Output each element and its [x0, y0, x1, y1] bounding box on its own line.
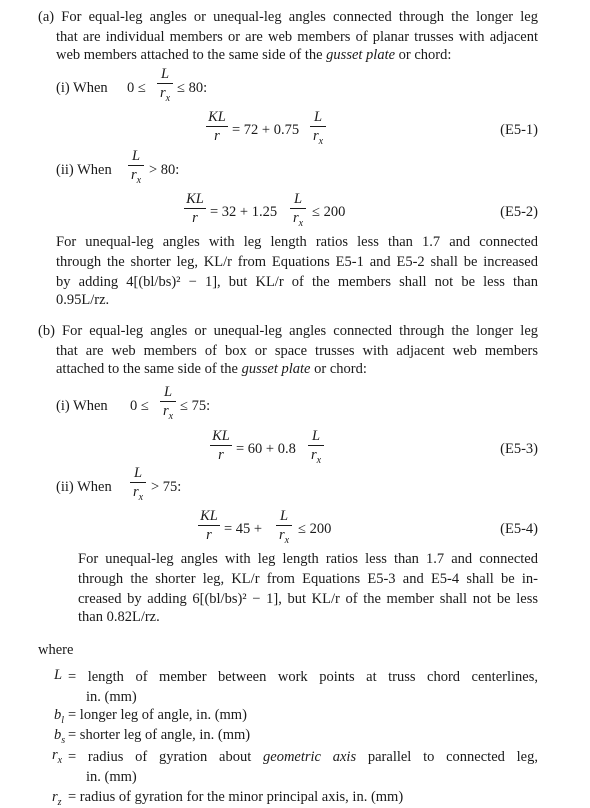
case-a-ii-condition: (ii) When: [56, 162, 112, 178]
section-a-line1: (a) For equal-leg angles or unequal-leg angles connected through the longer leg: [38, 9, 538, 25]
section-b-line2: that are web members of box or space trusses with adjacent web members: [56, 343, 538, 359]
equation-number-e5-3: (E5-3): [500, 441, 538, 457]
case-b-i-upper: ≤ 75:: [180, 398, 211, 414]
equation-number-e5-1: (E5-1): [500, 122, 538, 138]
section-a-line3: web members attached to the same side of the gusset plate or chord:: [56, 47, 452, 63]
fraction-L-over-rx: L $r_x$: [310, 109, 326, 150]
case-a-i-condition: (i) When: [56, 80, 108, 96]
section-b-line3: attached to the same side of the gusset plate or chord:: [56, 361, 367, 377]
fraction-KL-over-r: KL r: [184, 191, 206, 226]
fraction-L-over-rx: L $r_x$: [128, 148, 144, 189]
section-b-line1: (b) For equal-leg angles or unequal-leg angles connected through the longer leg: [38, 323, 538, 339]
eq-e5-4-limit: ≤ 200: [298, 521, 332, 537]
def-symbol-bl: $b_l$: [54, 707, 65, 726]
equation-number-e5-2: (E5-2): [500, 204, 538, 220]
fraction-L-over-rx: L $r_x$: [290, 191, 306, 232]
fraction-KL-over-r: KL r: [206, 109, 228, 144]
case-b-i-condition: (i) When: [56, 398, 108, 414]
fraction-L-over-rx: L $r_x$: [308, 428, 324, 469]
fraction-L-over-rx: L $r_x$: [130, 465, 146, 506]
where-label: where: [38, 642, 74, 658]
def-text-bs: = shorter leg of angle, in. (mm): [68, 727, 251, 743]
note-b-line4: than 0.82L/rz.: [78, 609, 160, 625]
fraction-L-over-rx: L $r_x$: [160, 384, 176, 425]
note-a-line2: through the shorter leg, KL/r from Equations E5-1 and E5-2 shall be increased: [56, 254, 538, 270]
case-a-i-lower: 0 ≤: [127, 80, 146, 96]
def-text-bl: = longer leg of angle, in. (mm): [68, 707, 247, 723]
eq-e5-1-rhs: = 72 + 0.75: [232, 122, 300, 138]
eq-e5-2-rhs: = 32 + 1.25: [210, 204, 278, 220]
case-a-i-upper: ≤ 80:: [177, 80, 208, 96]
fraction-KL-over-r: KL r: [198, 508, 220, 543]
fraction-KL-over-r: KL r: [210, 428, 232, 463]
note-a-line3: by adding 4[(bl/bs)² − 1], but KL/r of the members shall not be less than: [56, 274, 538, 290]
note-b-line2: through the shorter leg, KL/r from Equations E5-3 and E5-4 shall be in-: [78, 571, 538, 587]
def-symbol-rx: $r_x$: [52, 747, 63, 766]
case-b-ii-condition: (ii) When: [56, 479, 112, 495]
def-text-L: = length of member between work points at truss chord centerlines, in. (mm): [68, 669, 538, 705]
section-a-line2: that are individual members or are web members of planar trusses with adjacent: [56, 29, 538, 45]
def-symbol-bs: $b_s$: [54, 727, 66, 746]
eq-e5-3-rhs: = 60 + 0.8: [236, 441, 296, 457]
eq-e5-4-rhs: = 45 +: [224, 521, 263, 537]
def-text-rz: = radius of gyration for the minor principal axis, in. (mm): [68, 789, 404, 805]
case-a-ii-limit: > 80:: [149, 162, 180, 178]
case-b-ii-limit: > 75:: [151, 479, 182, 495]
fraction-L-over-rx: L $r_x$: [157, 66, 173, 107]
note-b-line3: creased by adding 6[(bl/bs)² − 1], but KL/r of the member shall not be less: [78, 591, 538, 607]
note-a-line1: For unequal-leg angles with leg length ratios less than 1.7 and connected: [56, 234, 538, 250]
case-b-i-lower: 0 ≤: [130, 398, 149, 414]
equation-number-e5-4: (E5-4): [500, 521, 538, 537]
def-symbol-rz: $r_z$: [52, 789, 62, 808]
def-symbol-L: L: [54, 667, 63, 683]
def-text-rx: = radius of gyration about geometric axis parallel to connected leg, in. (mm): [68, 749, 538, 785]
note-b-line1: For unequal-leg angles with leg length ratios less than 1.7 and connected: [78, 551, 538, 567]
fraction-L-over-rx: L $r_x$: [276, 508, 292, 549]
eq-e5-2-limit: ≤ 200: [312, 204, 346, 220]
note-a-line4: 0.95L/rz.: [56, 292, 110, 308]
